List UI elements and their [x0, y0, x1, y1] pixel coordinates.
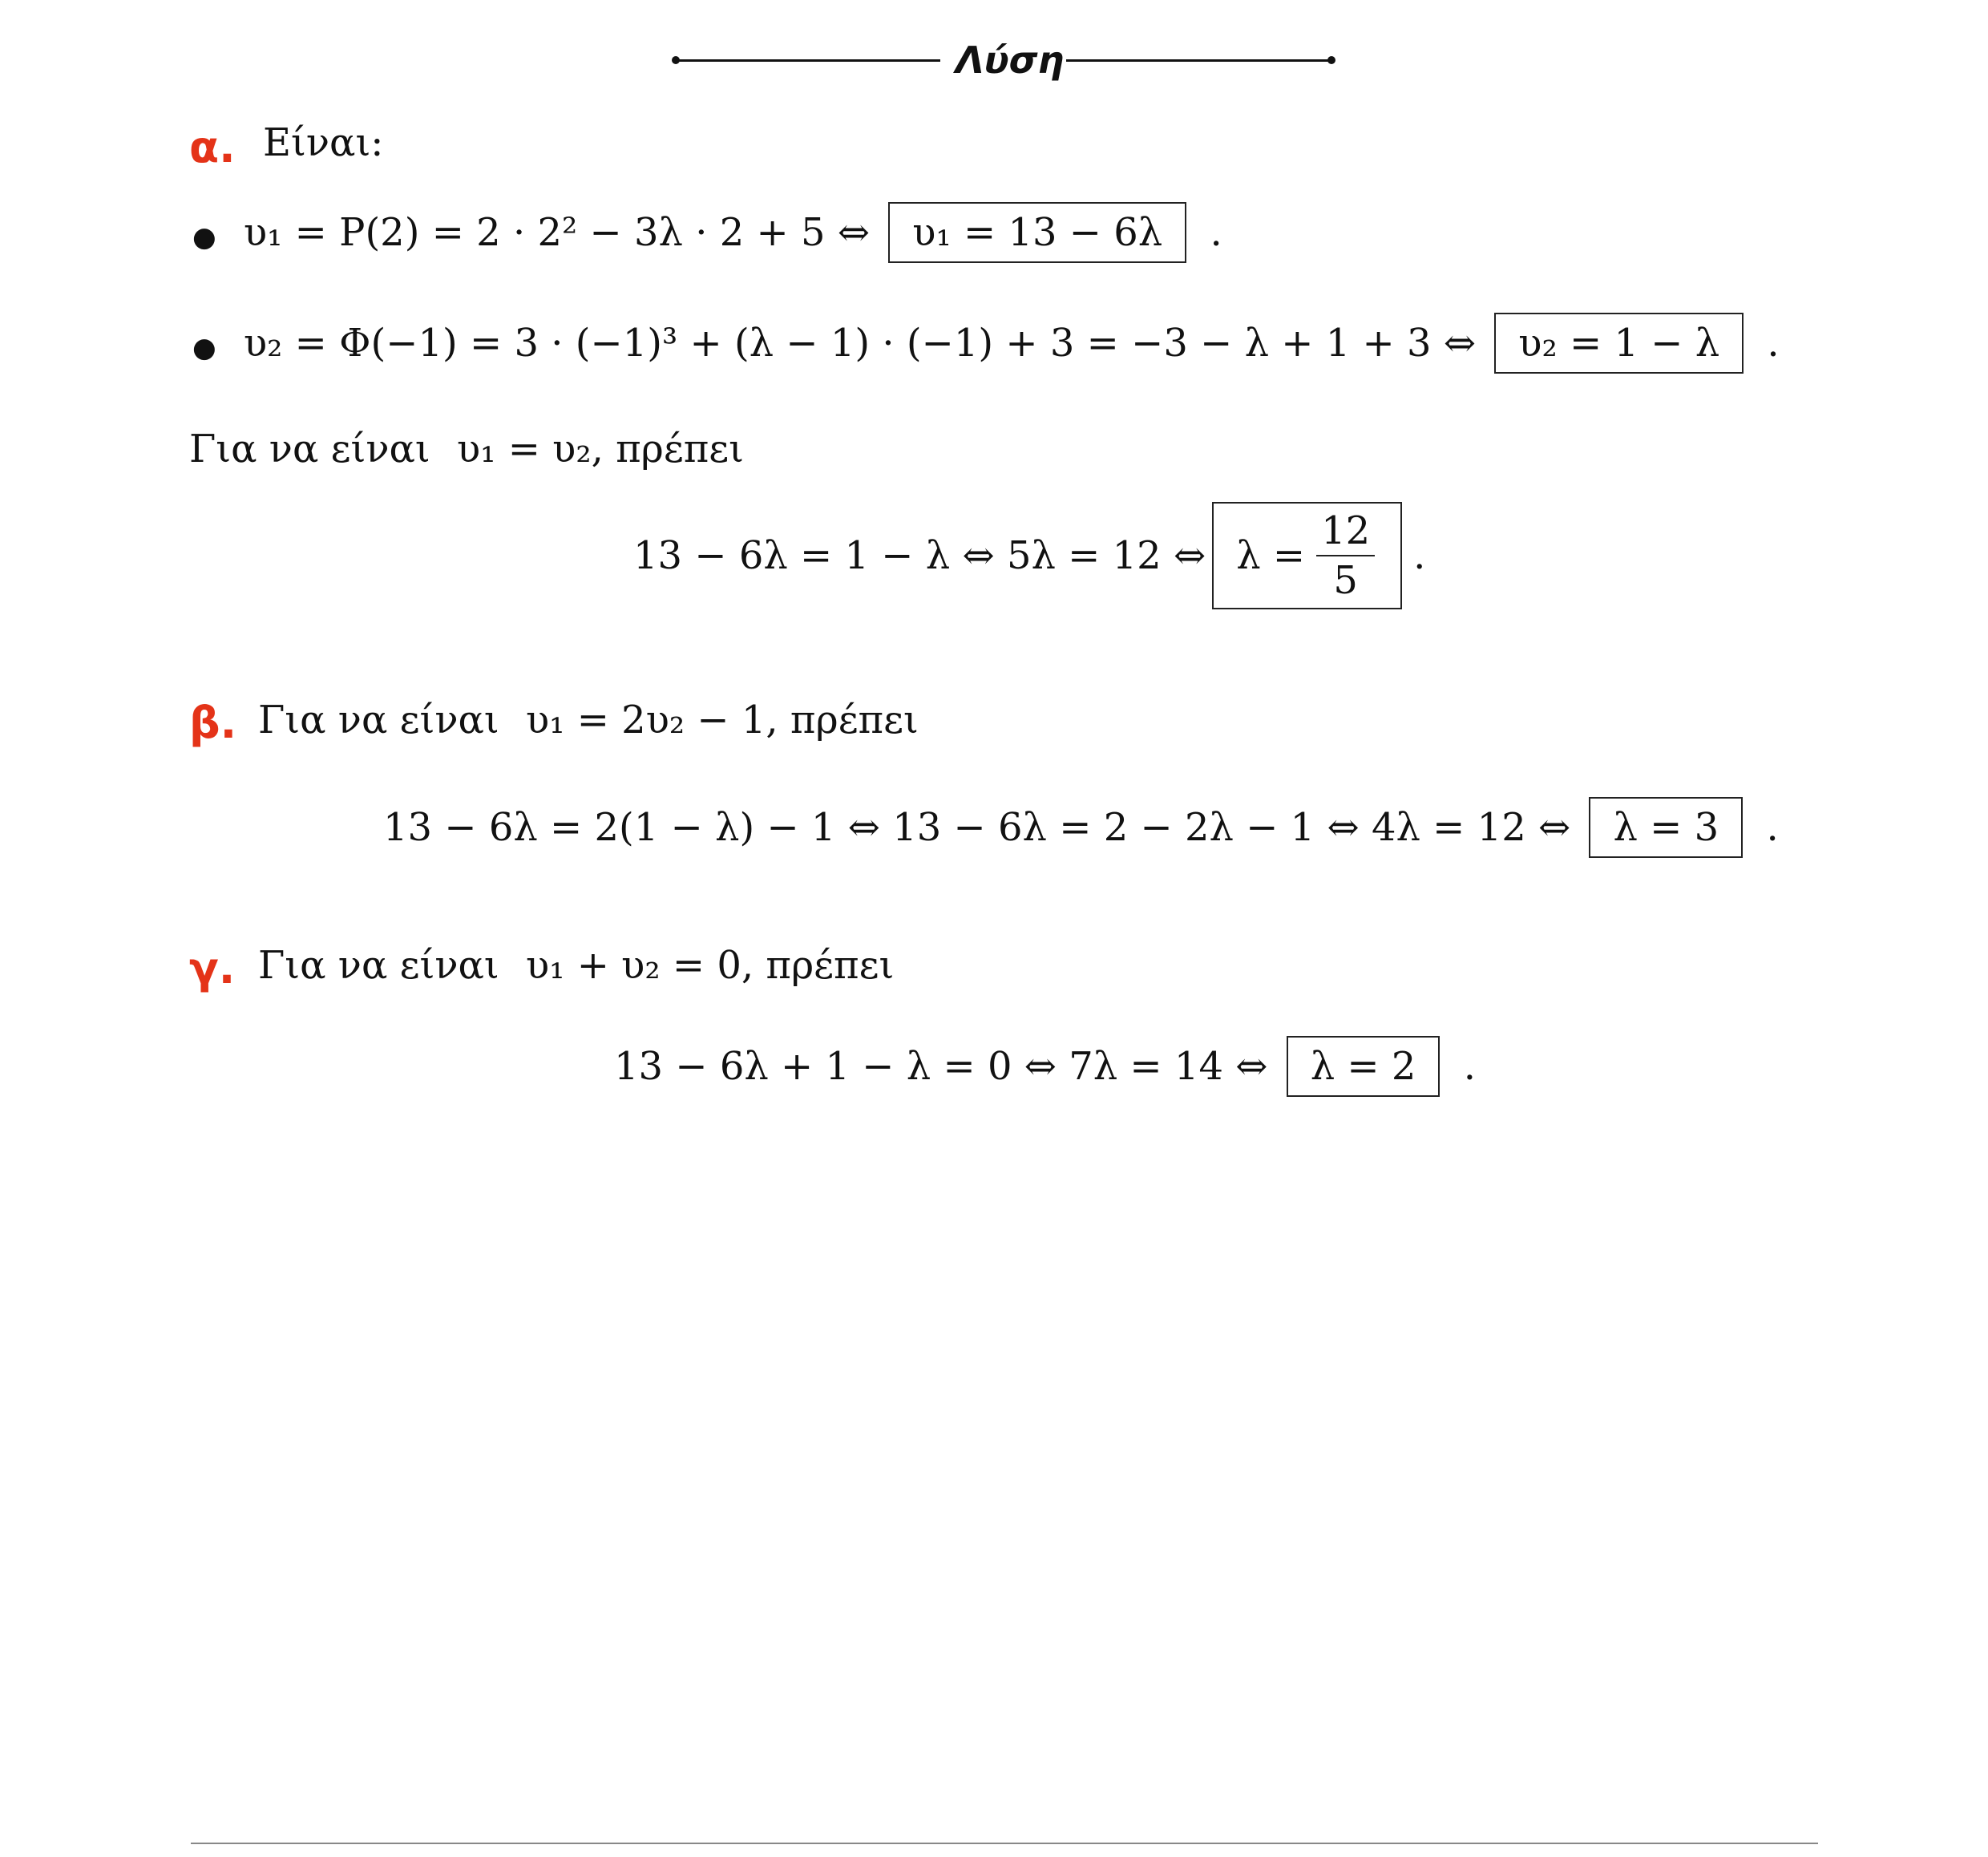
fraction-numerator: 12 — [1316, 512, 1375, 556]
header-right-dot — [1327, 56, 1335, 64]
part-b-equation: 13 − 6λ = 2(1 − λ) − 1 ⇔ 13 − 6λ = 2 − 2λ − 1 ⇔ 4λ = 12 ⇔ — [383, 805, 1571, 850]
footer-rule — [191, 1843, 1818, 1844]
part-c-end: . — [1463, 1044, 1476, 1089]
part-b-end: . — [1766, 805, 1779, 850]
part-a-condition-end: , πρέπει — [591, 427, 744, 471]
part-b-label: β. — [189, 698, 237, 748]
part-c-condition-end: , πρέπει — [741, 943, 895, 988]
part-c-condition — [258, 943, 895, 988]
part-c-condition-text: Για να είναι — [258, 943, 499, 988]
part-c-boxed-result: λ = 2 — [1287, 1036, 1440, 1097]
bullet-1-end: . — [1210, 210, 1222, 255]
part-a-equation: 13 − 6λ = 1 − λ ⇔ 5λ = 12 ⇔ — [633, 533, 1206, 578]
part-b-condition — [258, 698, 919, 742]
header-left-rule — [676, 59, 940, 62]
bullet-1-equation — [244, 202, 1222, 263]
part-a-condition-text: Για να είναι — [189, 427, 430, 471]
part-a-end: . — [1413, 533, 1426, 578]
part-b-equation-row — [383, 797, 1779, 858]
bullet-2-lhs: υ₂ = Φ(−1) = 3 · (−1)³ + (λ − 1) · (−1) + 3 = −3 − λ + 1 + 3 ⇔ — [244, 321, 1477, 366]
part-c-label: γ. — [189, 943, 236, 993]
bullet-1-boxed-result: υ₁ = 13 − 6λ — [888, 202, 1186, 263]
part-a-equation-row — [633, 502, 1425, 609]
part-a-fraction — [1316, 508, 1375, 603]
part-b-condition-end: , πρέπει — [766, 698, 919, 742]
part-b-condition-text: Για να είναι — [258, 698, 499, 742]
part-c-equation: 13 − 6λ + 1 − λ = 0 ⇔ 7λ = 14 ⇔ — [614, 1044, 1268, 1089]
bullet-1-marker: ● — [192, 221, 216, 253]
bullet-2-end: . — [1767, 321, 1780, 366]
part-a-boxed-lhs: λ = — [1236, 533, 1306, 578]
fraction-denominator: 5 — [1333, 558, 1358, 603]
bullet-2-equation — [244, 313, 1780, 374]
bullet-1-lhs: υ₁ = Ρ(2) = 2 · 2² − 3λ · 2 + 5 ⇔ — [244, 210, 871, 255]
part-a-intro: Είναι: — [263, 120, 384, 165]
part-a-boxed-result — [1212, 502, 1402, 609]
header-right-rule — [1066, 59, 1331, 62]
page-title: Λύση — [956, 38, 1065, 82]
part-a-label: α. — [189, 122, 236, 172]
bullet-2-boxed-result: υ₂ = 1 − λ — [1494, 313, 1744, 374]
part-a-condition-math: υ₁ = υ₂ — [457, 427, 592, 471]
part-b-condition-math: υ₁ = 2υ₂ − 1 — [526, 698, 766, 742]
part-b-boxed-result: λ = 3 — [1589, 797, 1743, 858]
part-c-condition-math: υ₁ + υ₂ = 0 — [526, 943, 741, 988]
bullet-2-marker: ● — [192, 332, 216, 364]
part-a-condition — [189, 427, 744, 471]
part-c-equation-row — [614, 1036, 1476, 1097]
